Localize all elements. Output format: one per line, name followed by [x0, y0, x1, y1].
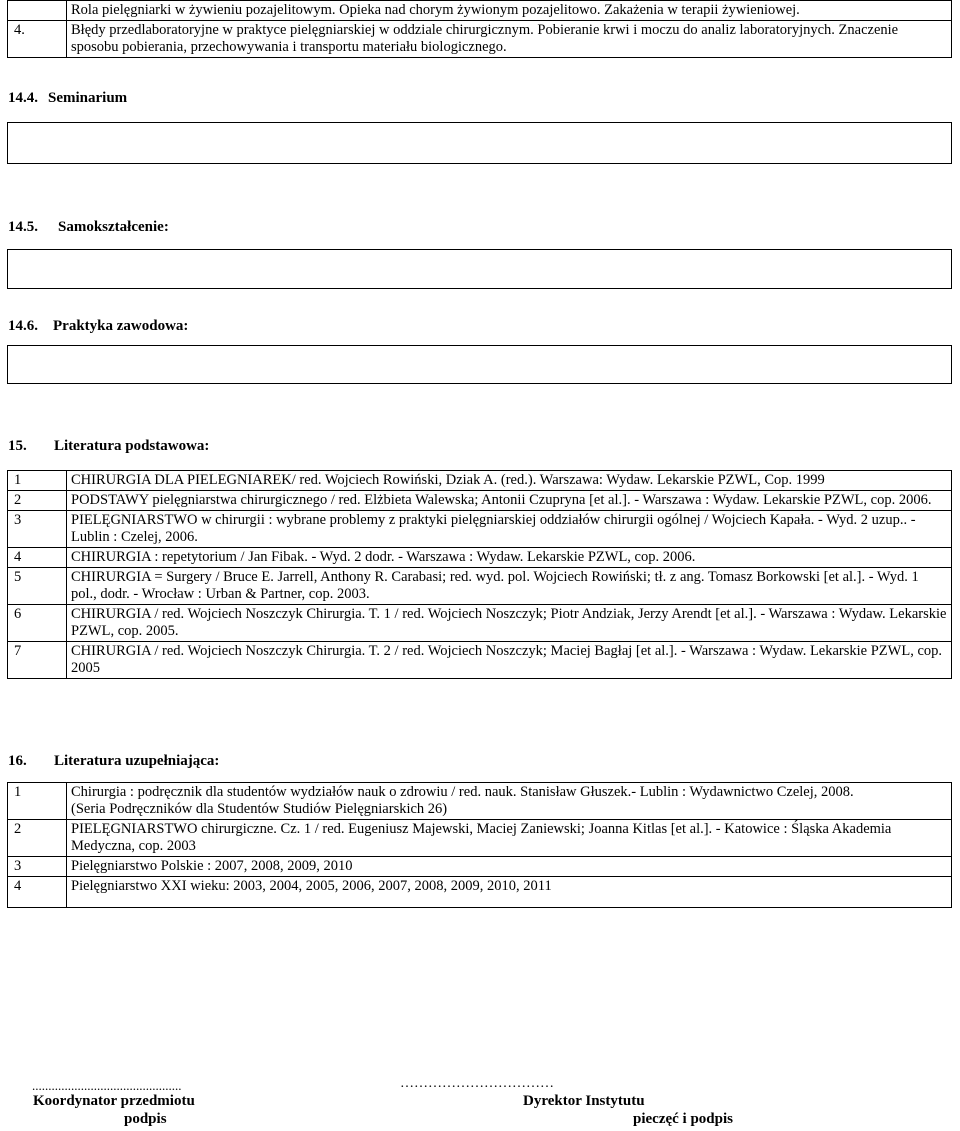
signature-sub-right: pieczęć i podpis — [633, 1111, 733, 1127]
signature-sub-left: podpis — [124, 1111, 167, 1127]
section-heading-supplementary-literature: 16. Literatura uzupełniająca: — [8, 753, 220, 769]
row-text: PIELĘGNIARSTWO w chirurgii : wybrane problemy z praktyki pielęgniarskiej oddziałów chirurgii ogólnej / Wojciech Kapała. - Wyd. 2 uzup.. - Lublin : Czelej, 2006. — [67, 511, 952, 548]
row-text: Pielęgniarstwo Polskie : 2007, 2008, 2009, 2010 — [67, 857, 952, 877]
table-row — [8, 783, 952, 820]
row-text: CHIRURGIA DLA PIELEGNIAREK/ red. Wojciech Rowiński, Dziak A. (red.). Warszawa: Wydaw. Lekarskie PZWL, Cop. 1999 — [67, 471, 952, 491]
row-number: 4 — [8, 877, 67, 908]
section-heading-seminar: 14.4. Seminarium — [8, 90, 128, 106]
section-heading-basic-literature: 15. Literatura podstawowa: — [8, 438, 210, 454]
practice-box — [7, 345, 952, 384]
table-row — [8, 1, 952, 21]
row-text: CHIRURGIA / red. Wojciech Noszczyk Chirurgia. T. 2 / red. Wojciech Noszczyk; Maciej Bagłaj [et al.]. - Warszawa : Wydaw. Lekarskie PZWL, cop. 2005 — [67, 642, 952, 679]
row-number: 1 — [8, 471, 67, 491]
signature-line-left: .............................................. — [32, 1078, 182, 1093]
row-number: 7 — [8, 642, 67, 679]
row-number — [8, 1, 67, 21]
row-number: 2 — [8, 820, 67, 857]
section-heading-practice: 14.6. Praktyka zawodowa: — [8, 318, 189, 334]
table-row — [8, 471, 952, 491]
row-number: 1 — [8, 783, 67, 820]
row-text-cell — [67, 783, 952, 820]
row-text: Rola pielęgniarki w żywieniu pozajelitowym. Opieka nad chorym żywionym pozajelitowo. Zakażenia w terapii żywieniowej. — [67, 1, 952, 21]
table-row — [8, 548, 952, 568]
table-row — [8, 21, 952, 58]
row-text: PODSTAWY pielęgniarstwa chirurgicznego / red. Elżbieta Walewska; Antonii Czupryna [et al.]. - Warszawa : Wydaw. Lekarskie PZWL, cop. 2006. — [67, 491, 952, 511]
row-number: 6 — [8, 605, 67, 642]
table-row — [8, 877, 952, 908]
topics-table — [7, 0, 952, 58]
signature-title-left: Koordynator przedmiotu — [33, 1093, 195, 1109]
signature-title-right: Dyrektor Instytutu — [523, 1093, 645, 1109]
row-text: Chirurgia : podręcznik dla studentów wydziałów nauk o zdrowiu / red. nauk. Stanisław Głuszek.- Lublin : Wydawnictwo Czelej, 2008. — [71, 784, 854, 800]
table-row — [8, 820, 952, 857]
table-row — [8, 857, 952, 877]
self-study-box — [7, 249, 952, 289]
row-text: CHIRURGIA = Surgery / Bruce E. Jarrell, Anthony R. Carabasi; red. wyd. pol. Wojciech Rowiński; tł. z ang. Tomasz Borkowski [et al.]. - Wyd. 1 pol., dodr. - Wrocław : Urban & Partner, cop. 2003. — [67, 568, 952, 605]
row-number: 5 — [8, 568, 67, 605]
signature-line-right: …………………………… — [400, 1076, 554, 1091]
basic-literature-table — [7, 470, 952, 679]
row-text: Pielęgniarstwo XXI wieku: 2003, 2004, 2005, 2006, 2007, 2008, 2009, 2010, 2011 — [67, 877, 952, 908]
row-number: 4 — [8, 548, 67, 568]
row-text-series: (Seria Podręczników dla Studentów Studiów Pielęgniarskich 26) — [71, 801, 448, 817]
row-number: 2 — [8, 491, 67, 511]
table-row — [8, 491, 952, 511]
row-text: CHIRURGIA : repetytorium / Jan Fibak. - Wyd. 2 dodr. - Warszawa : Wydaw. Lekarskie PZWL, cop. 2006. — [67, 548, 952, 568]
supplementary-literature-table — [7, 782, 952, 908]
section-heading-self-study: 14.5. Samokształcenie: — [8, 219, 169, 235]
row-number: 3 — [8, 511, 67, 548]
table-row — [8, 642, 952, 679]
table-row — [8, 605, 952, 642]
seminar-box — [7, 122, 952, 164]
row-text: PIELĘGNIARSTWO chirurgiczne. Cz. 1 / red. Eugeniusz Majewski, Maciej Zaniewski; Joanna Kitlas [et al.]. - Katowice : Śląska Akademia Medyczna, cop. 2003 — [67, 820, 952, 857]
table-row — [8, 568, 952, 605]
row-number: 4. — [8, 21, 67, 58]
row-text: Błędy przedlaboratoryjne w praktyce pielęgniarskiej w oddziale chirurgicznym. Pobieranie krwi i moczu do analiz laboratoryjnych. Znaczenie sposobu pobierania, przechowywania i transportu materiału biologicznego. — [67, 21, 952, 58]
table-row — [8, 511, 952, 548]
row-text: CHIRURGIA / red. Wojciech Noszczyk Chirurgia. T. 1 / red. Wojciech Noszczyk; Piotr Andziak, Jerzy Arendt [et al.]. - Warszawa : Wydaw. Lekarskie PZWL, cop. 2005. — [67, 605, 952, 642]
row-number: 3 — [8, 857, 67, 877]
